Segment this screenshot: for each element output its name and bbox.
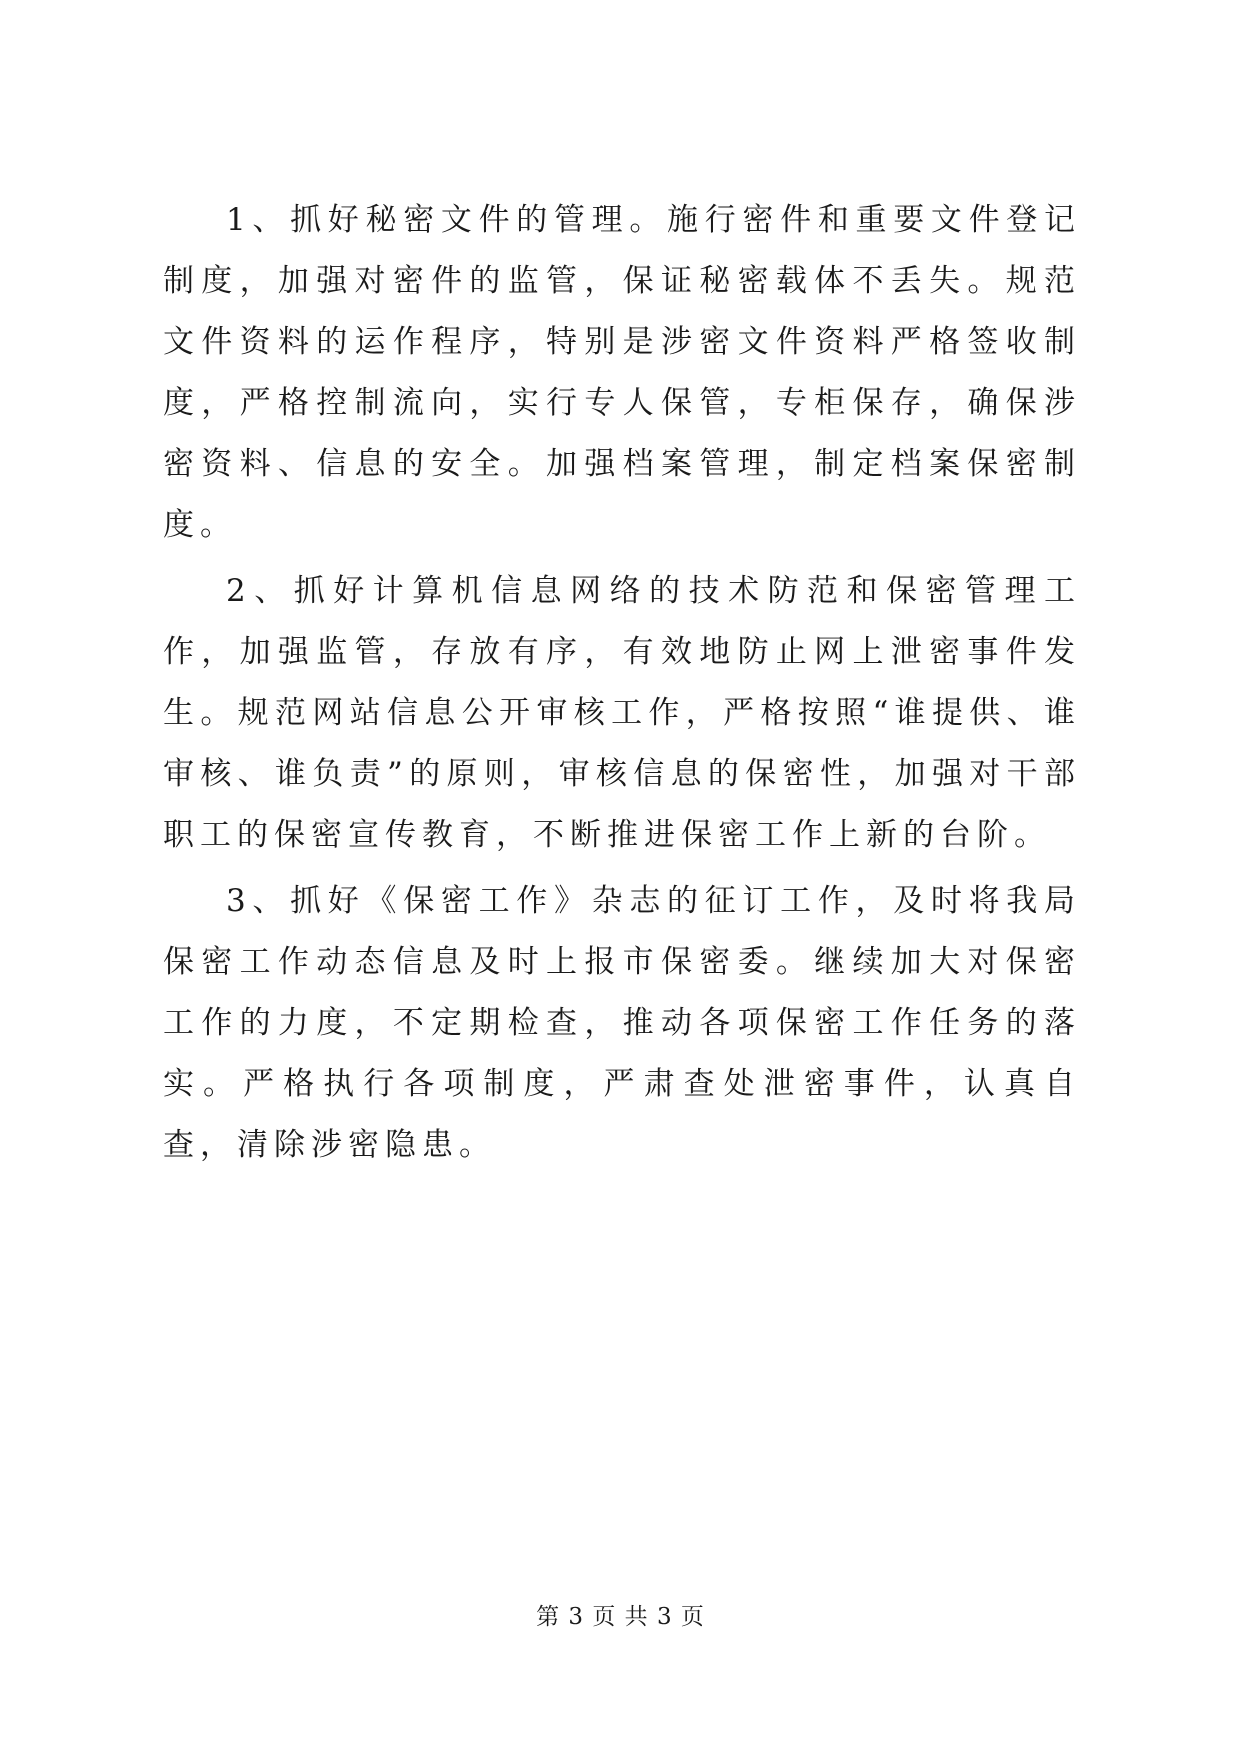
page-number-footer: 第 3 页 共 3 页 [536,1604,705,1630]
paragraph-2: 2、抓好计算机信息网络的技术防范和保密管理工作，加强监管，存放有序，有效地防止网上泄密事件发生。规范网站信息公开审核工作，严格按照“谁提供、谁审核、谁负责”的原则，审核信息的保密性，加强对干部职工的保密宣传教育，不断推进保密工作上新的台阶。 [163,573,1081,853]
paragraph-1: 1、抓好秘密文件的管理。施行密件和重要文件登记制度，加强对密件的监管，保证秘密载体不丢失。规范文件资料的运作程序，特别是涉密文件资料严格签收制度，严格控制流向，实行专人保管，专柜保存，确保涉密资料、信息的安全。加强档案管理，制定档案保密制度。 [163,202,1081,543]
document-body [163,190,1081,1181]
paragraph-3: 3、抓好《保密工作》杂志的征订工作，及时将我局保密工作动态信息及时上报市保密委。继续加大对保密工作的力度，不定期检查，推动各项保密工作任务的落实。严格执行各项制度，严肃查处泄密事件，认真自查，清除涉密隐患。 [163,883,1081,1163]
